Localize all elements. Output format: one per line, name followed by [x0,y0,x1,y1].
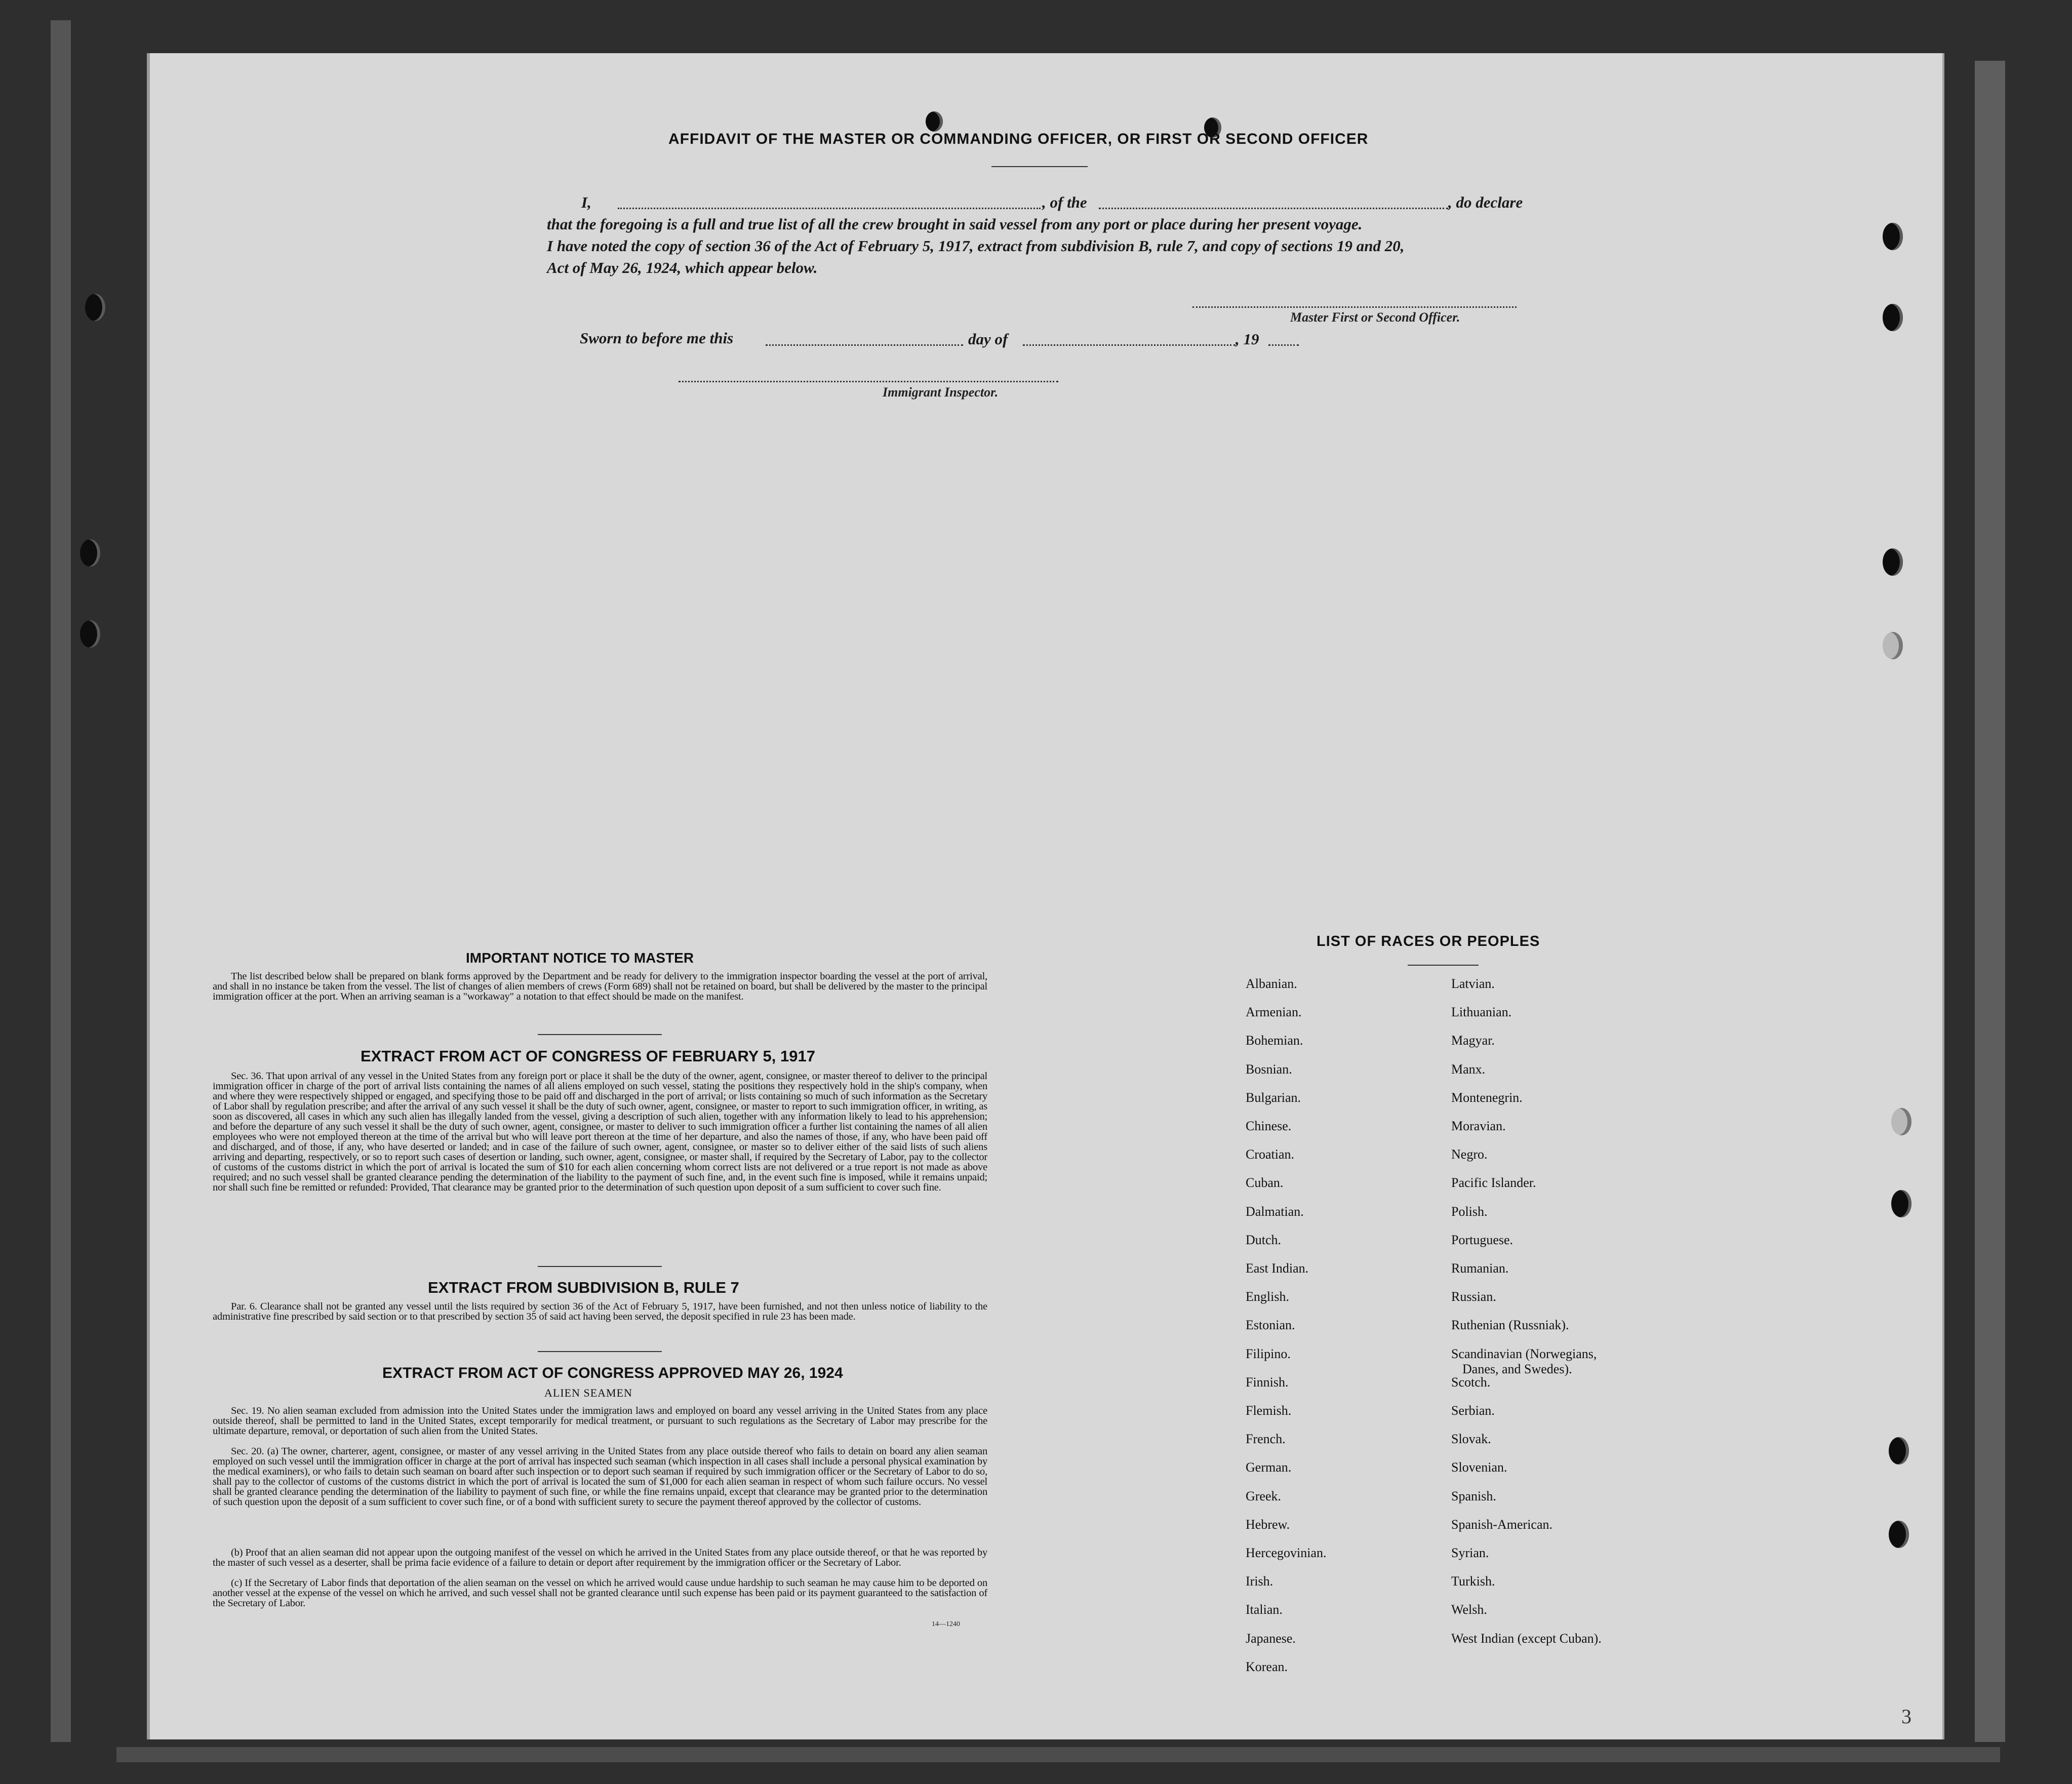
race-item: Syrian. [1451,1545,1489,1560]
race-item: Spanish-American. [1451,1517,1553,1532]
inspector-label: Immigrant Inspector. [883,385,999,400]
race-item: Magyar. [1451,1033,1495,1048]
affidavit-title: AFFIDAVIT OF THE MASTER OR COMMANDING OFFICER, OR FIRST OR SECOND OFFICER [668,131,1369,147]
divider [538,1351,662,1352]
divider [538,1266,662,1267]
race-item: Russian. [1451,1289,1496,1304]
race-item: Moravian. [1451,1119,1506,1133]
race-item: Cuban. [1246,1175,1284,1191]
race-item: East Indian. [1246,1261,1309,1276]
sworn-year-blank[interactable] [1268,344,1299,346]
race-item: Scandinavian (Norwegians, [1451,1346,1597,1361]
race-item: Dutch. [1246,1232,1282,1247]
race-item: Bulgarian. [1246,1090,1301,1105]
punch-hole [1891,1108,1911,1135]
sworn-month-blank[interactable] [1023,344,1236,346]
punch-hole [85,294,105,321]
affidavit-of-the: , of the [1042,193,1087,211]
race-item: Danes, and Swedes). [1462,1361,1572,1376]
extract-1917-title: EXTRACT FROM ACT OF CONGRESS OF FEBRUARY 5, 1917 [361,1047,815,1065]
race-item: Estonian. [1246,1318,1295,1333]
races-title: LIST OF RACES OR PEOPLES [1317,933,1540,949]
punch-hole [1883,304,1903,331]
race-item: German. [1246,1460,1292,1475]
page-edge-right [1975,61,2005,1742]
race-item: Bohemian. [1246,1033,1303,1048]
sworn-day-blank[interactable] [766,344,963,346]
punch-hole [1889,1437,1909,1464]
notice-title: IMPORTANT NOTICE TO MASTER [466,950,694,966]
sworn-text: Sworn to before me this [580,329,734,347]
punch-hole [1883,223,1903,250]
page-mark: 3 [1901,1705,1911,1728]
race-item: Ruthenian (Russniak). [1451,1318,1569,1333]
race-item: Korean. [1246,1659,1288,1674]
race-item: Japanese. [1246,1631,1296,1646]
form-number: 14—1240 [932,1620,960,1628]
race-item: Filipino. [1246,1346,1291,1361]
affidavit-i: I, [581,193,591,211]
race-item: Polish. [1451,1204,1488,1219]
punch-hole [1883,548,1903,576]
race-item: Italian. [1246,1602,1283,1617]
divider [538,1034,662,1035]
race-item: Montenegrin. [1451,1090,1523,1105]
race-item: West Indian (except Cuban). [1451,1631,1602,1646]
sec-20a-body: Sec. 20. (a) The owner, charterer, agent, consignee, or master of any vessel arriving in the United States from any place outside thereof who fails to detain on board any alien seaman employed on such vessel until the immigration officer in charge at the port of arrival has inspected such seaman (which inspection in all cases shall include a personal physical examination by the medical examiners), or who fails to detain such seaman on board after such inspection or to deport such seaman if required by such immigration officer or the Secretary of Labor to do so, shall pay to the collector of customs of the customs district in which the port of arrival is located the sum of $1,000 for each alien seaman in respect of whom such failure occurs. No vessel shall be granted clearance pending the determination of the liability to payment of such fine, or while the fine remains unpaid, except that clearance may be granted prior to the determination of such question upon the deposit of a sum sufficient to cover such fine, or of a bond with sufficient surety to secure the payment thereof approved by the collector of customs. [213,1446,987,1508]
punch-hole [926,111,943,132]
race-item: Albanian. [1246,976,1297,991]
race-item: Portuguese. [1451,1232,1513,1247]
race-item: French. [1246,1432,1286,1447]
race-item: Slovak. [1451,1432,1491,1447]
punch-hole [1891,1190,1911,1217]
race-item: Rumanian. [1451,1261,1509,1276]
affidavit-line-3: I have noted the copy of section 36 of the Act of February 5, 1917, extract from subdivision B, rule 7, and copy of sections 19 and 20, [547,237,1405,255]
master-label: Master First or Second Officer. [1290,310,1460,325]
race-item: Pacific Islander. [1451,1175,1536,1191]
inspector-signature-blank[interactable] [679,381,1058,382]
race-item: Croatian. [1246,1147,1295,1162]
race-item: Turkish. [1451,1574,1495,1589]
race-item: Armenian. [1246,1005,1302,1020]
race-item: Irish. [1246,1574,1273,1589]
race-item: Lithuanian. [1451,1005,1512,1020]
race-item: Hercegovinian. [1246,1545,1327,1560]
sworn-day-of: day of [968,330,1008,348]
race-item: Welsh. [1451,1602,1487,1617]
extract-1917-body: Sec. 36. That upon arrival of any vessel in the United States from any foreign port or place it shall be the duty of the owner, agent, consignee, or master thereof to deliver to the principal immigration officer in charge of the port of arrival lists containing the names of all aliens employed on such vessel, stating the positions they respectively hold in the ship's company, when and where they were respectively shipped or engaged, and specifying those to be paid off and discharged in the port of arrival; or lists containing so much of such information as the Secretary of Labor shall by regulation prescribe; and after the arrival of any such vessel it shall be the duty of such owner, agent, consignee, or master to report to such immigration officer, in writing, as soon as discovered, all cases in which any such alien has illegally landed from the vessel, giving a description of such alien, together with any information likely to lead to his apprehension; and before the departure of any such vessel it shall be the duty of such owner, agent, consignee, or master to deliver to such immigration officer a further list containing the names of all alien employees who were not employed thereon at the time of the arrival but who will leave port thereon at the time of her departure, and also the names of those, if any, who have been paid off and discharged, and of those, if any, who have deserted or landed; and in case of the failure of such owner, agent, consignee, or master so to deliver either of the said lists of such aliens arriving and departing, respectively, or so to report such cases of desertion or landing, such owner, agent, consignee, or master shall, if required by the Secretary of Labor, pay to the collector of customs of the customs district in which the port of arrival is located the sum of $10 for each alien concerning whom correct lists are not delivered or a true report is not made as above required; and no such vessel shall be granted clearance pending the determination of the liability to the payment of such fine, and, in the event such fine is imposed, while it remains unpaid; nor shall such fine be remitted or refunded: Provided, That clearance may be granted prior to the determination of such question upon deposit of a sum sufficient to cover such fine. [213,1071,987,1193]
sec-19-body: Sec. 19. No alien seaman excluded from admission into the United States under the immigration laws and employed on board any vessel arriving in the United States from any place outside thereof, shall be permitted to land in the United States, except temporarily for medical treatment, or pursuant to such regulations as the Secretary of Labor may prescribe for the ultimate departure, removal, or deportation of such alien from the United States. [213,1405,987,1437]
race-item: Manx. [1451,1061,1486,1077]
race-item: English. [1246,1289,1289,1304]
race-item: Chinese. [1246,1119,1292,1133]
name-blank[interactable] [618,208,1041,209]
race-item: Dalmatian. [1246,1204,1304,1219]
subdivision-b-body: Par. 6. Clearance shall not be granted any vessel until the lists required by section 36 of the Act of February 5, 1917, have been furnished, and not then unless notice of liability to the administrative fine prescribed by said section or to that prescribed by section 35 of said act having been served, the deposit specified in rule 23 has been made. [213,1301,987,1322]
punch-hole [80,539,100,567]
sec-20c-body: (c) If the Secretary of Labor finds that deportation of the alien seaman on the vessel on which he arrived would cause undue hardship to such seaman he may cause him to be deported on another vessel at the expense of the vessel on which he arrived, and such vessel shall not be granted clearance until such expense has been paid or its payment guaranteed to the satisfaction of the Secretary of Labor. [213,1577,987,1609]
punch-hole [80,620,100,648]
race-item: Bosnian. [1246,1061,1292,1077]
subdivision-b-title: EXTRACT FROM SUBDIVISION B, RULE 7 [428,1279,739,1296]
alien-seamen-subtitle: ALIEN SEAMEN [544,1386,632,1399]
sec-20b-body: (b) Proof that an alien seaman did not appear upon the outgoing manifest of the vessel on which he arrived in the United States from any place outside thereof, or that he was reported by the master of such vessel as a deserter, shall be prima facie evidence of a failure to detain or deport after requirement by the immigration officer or the Secretary of Labor. [213,1547,987,1568]
race-item: Scotch. [1451,1374,1491,1390]
race-item: Slovenian. [1451,1460,1507,1475]
divider [991,166,1088,167]
punch-hole [1889,1521,1909,1548]
punch-hole [1883,632,1903,659]
extract-1924-title: EXTRACT FROM ACT OF CONGRESS APPROVED MAY 26, 1924 [382,1365,843,1381]
race-item: Flemish. [1246,1403,1292,1418]
affidavit-line-2: that the foregoing is a full and true list of all the crew brought in said vessel from any port or place during her present voyage. [547,215,1363,233]
race-item: Latvian. [1451,976,1495,991]
vessel-blank[interactable] [1099,208,1448,209]
race-item: Negro. [1451,1147,1488,1162]
divider [1408,965,1479,966]
race-item: Serbian. [1451,1403,1495,1418]
master-signature-blank[interactable] [1192,306,1517,308]
race-item: Greek. [1246,1488,1282,1503]
race-item: Finnish. [1246,1374,1289,1390]
affidavit-line-4: Act of May 26, 1924, which appear below. [547,259,818,276]
sworn-year: , 19 [1236,330,1259,348]
race-item: Hebrew. [1246,1517,1290,1532]
page-edge-left [51,20,71,1742]
notice-body: The list described below shall be prepared on blank forms approved by the Department and be ready for delivery to the immigration inspector boarding the vessel at the port of arrival, and shall in no instance be taken from the vessel. The list of changes of alien members of crews (Form 689) shall not be retained on board, but shall be delivered by the master to the principal immigration officer at the port. When an arriving seaman is a "workaway" a notation to that effect should be made on the manifest. [213,971,987,1002]
page-edge-bottom [116,1747,2000,1762]
affidavit-do-declare: , do declare [1448,193,1523,211]
race-item: Spanish. [1451,1488,1496,1503]
